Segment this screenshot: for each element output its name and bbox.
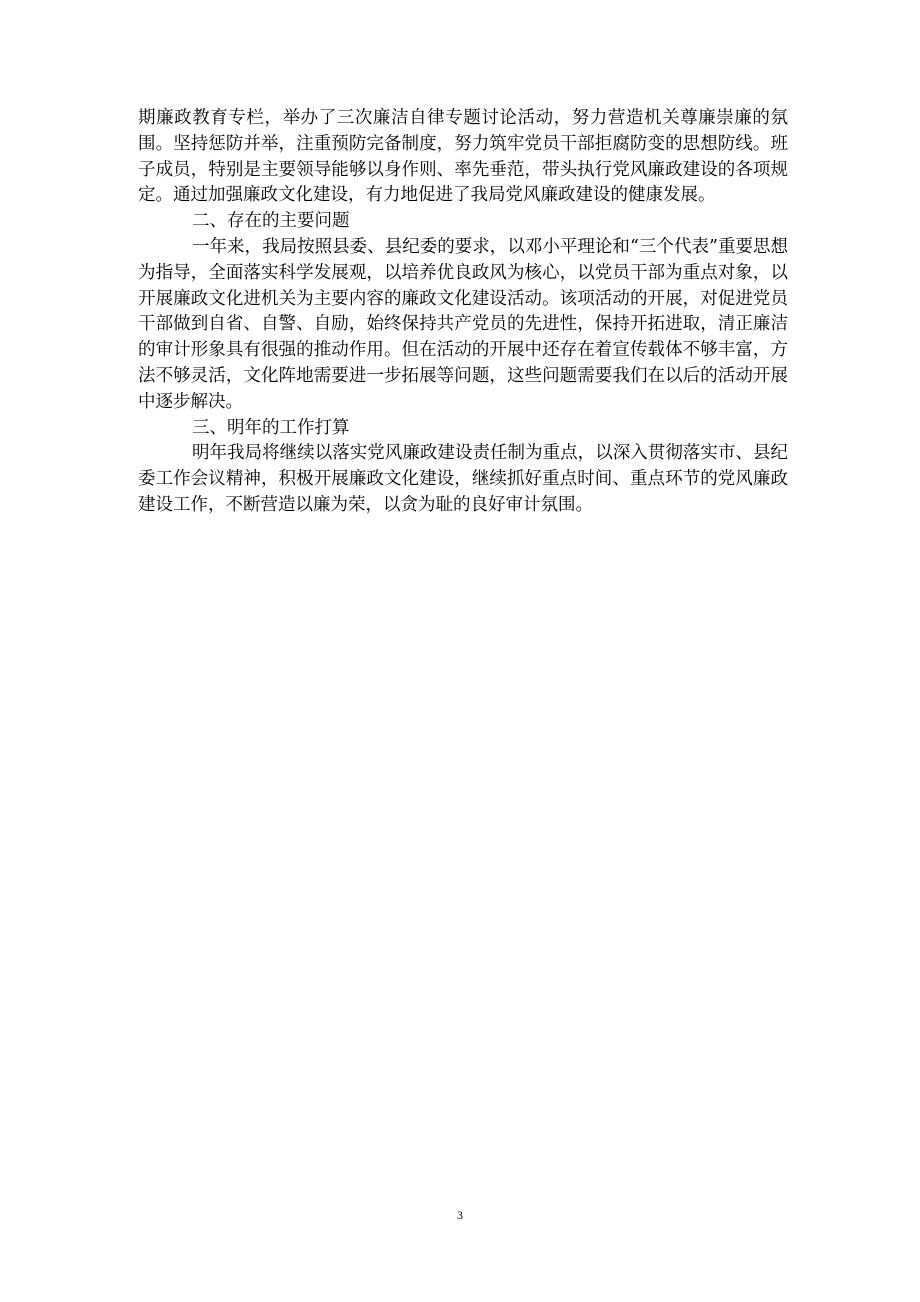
- document-body: [138, 106, 788, 519]
- section-heading-main-problems: 二、存在的主要问题: [192, 211, 350, 232]
- paragraph-main-problems: 一年来，我局按照县委、县纪委的要求，以邓小平理论和“三个代表”重要思想为指导，全面落实科学发展观，以培养优良政风为核心，以党员干部为重点对象，以开展廉政文化进机关为主要内容的廉政文化建设活动。该项活动的开展，对促进党员干部做到自省、自警、自励，始终保持共产党员的先进性，保持开拓进取，清正廉洁的审计形象具有很强的推动作用。但在活动的开展中还存在着宣传载体不够丰富，方法不够灵活，文化阵地需要进一步拓展等问题，这些问题需要我们在以后的活动开展中逐步解决。: [138, 236, 788, 412]
- paragraph-continued-text: 期廉政教育专栏，举办了三次廉洁自律专题讨论活动，努力营造机关尊廉崇廉的氛围。坚持惩防并举，注重预防完备制度，努力筑牢党员干部拒腐防变的思想防线。班子成员，特别是主要领导能够以身作则、率先垂范，带头执行党风廉政建设的各项规定。通过加强廉政文化建设，有力地促进了我局党风廉政建设的健康发展。: [138, 108, 788, 206]
- section-heading-next-year-plan: 三、明年的工作打算: [192, 417, 350, 438]
- paragraph-next-year-plan: 明年我局将继续以落实党风廉政建设责任制为重点，以深入贯彻落实市、县纪委工作会议精神，积极开展廉政文化建设，继续抓好重点时间、重点环节的党风廉政建设工作，不断营造以廉为荣，以贪为耻的良好审计氛围。: [138, 443, 788, 515]
- page-number: 3: [457, 1208, 463, 1222]
